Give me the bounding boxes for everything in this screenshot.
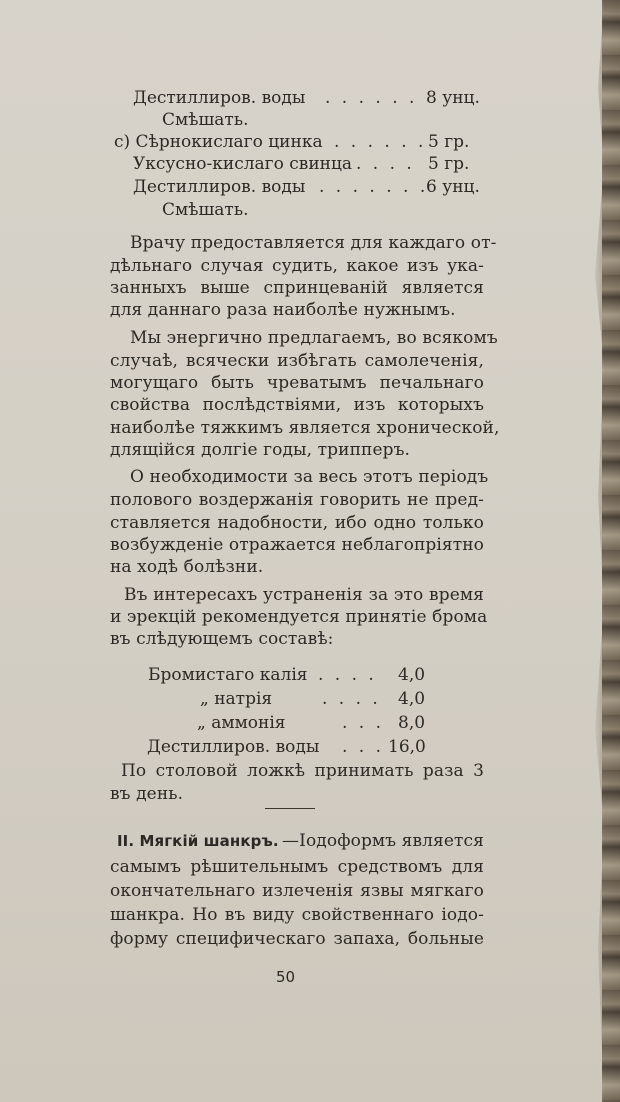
text-line: свойства послѣдствіями, изъ которыхъ	[110, 395, 484, 415]
rx-top-name: Смѣшать.	[162, 200, 249, 220]
text-line: ставляется надобности, ибо одно только	[110, 513, 484, 533]
text-line: случаѣ, всячески избѣгать самолеченія,	[110, 351, 484, 371]
rx-bromide-name: Дестиллиров. воды	[147, 737, 320, 757]
text-line: наиболѣе тяжкимъ является хронической,	[110, 418, 500, 438]
text-line: Мы энергично предлагаемъ, во всякомъ	[130, 328, 498, 348]
page-edge	[602, 0, 620, 1102]
rx-top-qty: 5 гр.	[428, 132, 470, 152]
rx-top-qty: 5 гр.	[428, 154, 470, 174]
text-line: шанкра. Но въ виду свойственнаго іодо-	[110, 905, 484, 925]
rx-bromide-dots: . . . .	[322, 689, 381, 709]
rx-bromide-qty: 16,0	[388, 737, 426, 757]
text-line: на ходѣ болѣзни.	[110, 557, 264, 577]
text-line: въ день.	[110, 784, 184, 804]
section-divider	[265, 808, 315, 809]
text-line: О необходимости за весь этотъ періодъ	[130, 467, 489, 487]
page-number: 50	[276, 968, 296, 986]
rx-bromide-name: „ аммонія	[197, 713, 286, 733]
rx-bromide-dots: . . . .	[318, 665, 377, 685]
section-heading-line	[117, 830, 484, 852]
rx-top-name: Смѣшать.	[162, 110, 249, 130]
text-line: По столовой ложкѣ принимать раза 3	[121, 761, 484, 781]
rx-top-name: Уксусно-кислаго свинца	[133, 154, 353, 174]
text-line: возбужденіе отражается неблагопріятно	[110, 535, 485, 555]
text-line: полового воздержанія говорить не пред-	[110, 490, 484, 510]
rx-bromide-dots: . . .	[342, 713, 385, 733]
rx-bromide-qty: 8,0	[398, 713, 426, 733]
text-line: окончательнаго излеченія язвы мягкаго	[110, 881, 484, 901]
text-line: и эрекцій рекомендуется принятіе брома	[110, 607, 488, 627]
rx-top-name: Дестиллиров. воды	[133, 88, 306, 108]
rx-top-dots: . . . . . .	[325, 88, 418, 108]
text-line: въ слѣдующемъ составѣ:	[110, 629, 334, 649]
text-line: —Іодоформъ является	[282, 831, 484, 851]
rx-bromide-qty: 4,0	[398, 665, 426, 685]
rx-bromide-qty: 4,0	[398, 689, 426, 709]
rx-bromide-name: Бромистаго калія	[148, 665, 308, 685]
rx-top-name: с) Сѣрнокислаго цинка	[114, 132, 323, 152]
text-line: для даннаго раза наиболѣе нужнымъ.	[110, 300, 456, 320]
text-line: занныхъ выше спринцеваній является	[110, 278, 484, 298]
rx-top-qty: 6 унц.	[426, 177, 480, 197]
rx-bromide-dots: . . .	[342, 737, 385, 757]
text-line: длящійся долгіе годы, трипперъ.	[110, 440, 411, 460]
rx-top-qty: 8 унц.	[426, 88, 480, 108]
text-line: Врачу предоставляется для каждаго от-	[130, 233, 497, 253]
rx-top-dots: . . . .	[356, 154, 415, 174]
text-line: дѣльнаго случая судить, какое изъ ука-	[110, 256, 484, 276]
text-line: самымъ рѣшительнымъ средствомъ для	[110, 857, 484, 877]
rx-bromide-name: „ натрія	[200, 689, 273, 709]
section-heading: II. Мягкій шанкръ.	[117, 832, 279, 850]
text-line: Въ интересахъ устраненія за это время	[124, 585, 484, 605]
rx-top-dots: . . . . . .	[334, 132, 427, 152]
rx-top-dots: . . . . . . .	[319, 177, 429, 197]
rx-top-name: Дестиллиров. воды	[133, 177, 306, 197]
text-line: форму специфическаго запаха, больные	[110, 929, 484, 949]
text-line: могущаго быть чреватымъ печальнаго	[110, 373, 484, 393]
